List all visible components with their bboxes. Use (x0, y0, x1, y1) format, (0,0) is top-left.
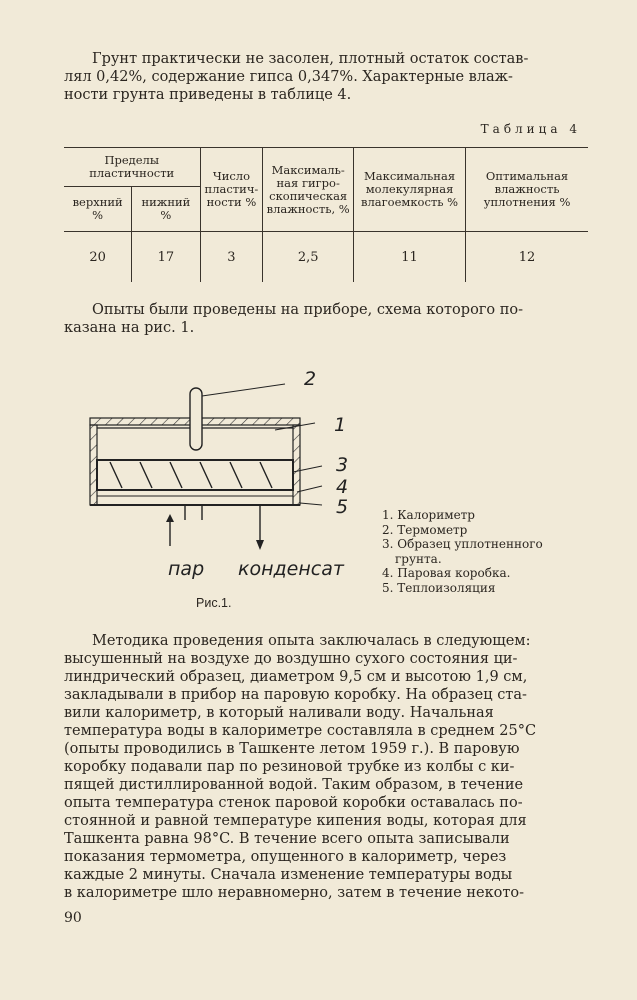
text-line: закладывали в прибор на паровую коробку. На образец ста- (64, 687, 527, 703)
text-line: показания термометра, опущенного в калориметр, через (64, 849, 507, 865)
text-line: опыта температура стенок паровой коробки оставалась по- (64, 795, 523, 811)
intro-paragraph (64, 50, 584, 104)
text-line: в калориметре шло неравномерно, затем в течение некото- (64, 885, 525, 901)
legend-item: 3. Образец уплотненного (382, 537, 543, 551)
table-cell: 3 (200, 232, 263, 283)
legend-item: грунта. (395, 551, 442, 566)
text-line: Ташкента равна 98°C. В течение всего опыта записывали (64, 831, 510, 847)
table-cell: 11 (354, 232, 466, 283)
text-line: Опыты были проведены на приборе, схема которого по- (92, 302, 524, 318)
text-line: линдрический образец, диаметром 9,5 см и высотою 1,9 см, (64, 669, 528, 685)
text-line: вили калориметр, в который наливали воду. Начальная (64, 705, 494, 721)
text-line: казана на рис. 1. (64, 320, 195, 336)
text-line: ности грунта приведены в таблице 4. (64, 87, 352, 103)
legend-item: 2. Термометр (382, 522, 468, 537)
header-upper: верхний % (64, 187, 132, 232)
header-lower: нижний % (132, 187, 200, 232)
header-plasticity-limits: Пределы пластичности (64, 148, 200, 187)
text-line: каждые 2 минуты. Сначала изменение температуры воды (64, 867, 513, 883)
text-line: Методика проведения опыта заключалась в следующем: (92, 633, 531, 649)
table-cell: 2,5 (263, 232, 354, 283)
header-optimal: Оптимальная влажность уплотнения % (466, 148, 588, 232)
label-1: 1 (334, 414, 347, 436)
text-line: стоянной и равной температуре кипения воды, которая для (64, 813, 527, 829)
text-line: лял 0,42%, содержание гипса 0,347%. Характерные влаж- (64, 69, 513, 85)
legend-item: 1. Калориметр (382, 508, 475, 522)
legend-item: 5. Теплоизоляция (382, 580, 496, 595)
condensate-label: конденсат (238, 558, 344, 580)
label-4: 4 (336, 476, 349, 498)
text-line: высушенный на воздухе до воздушно сухого состояния ци- (64, 651, 518, 667)
method-paragraph (64, 632, 584, 902)
apparatus-figure (60, 368, 380, 602)
label-3: 3 (336, 454, 349, 476)
header-max-molecular: Максимальная молекулярная влагоемкость % (354, 148, 466, 232)
label-5: 5 (336, 496, 349, 518)
text-line: коробку подавали пар по резиновой трубке из колбы с ки- (64, 759, 515, 775)
legend-item: 4. Паровая коробка. (382, 566, 511, 580)
figure-caption: Рис.1. (196, 596, 232, 610)
text-line: Грунт практически не засолен, плотный остаток состав- (92, 51, 529, 67)
table-cell: 20 (64, 232, 132, 283)
label-2: 2 (304, 368, 317, 390)
header-max-hygro: Максималь-ная гигро-скопическая влажность, % (263, 148, 354, 232)
header-plasticity-number: Число пластич-ности % (200, 148, 263, 232)
text-line: (опыты проводились в Ташкенте летом 1959 г.). В паровую (64, 741, 520, 757)
figure-legend (382, 508, 543, 595)
page-number: 90 (64, 910, 82, 926)
table-cell: 17 (132, 232, 200, 283)
table-row (64, 232, 588, 283)
paragraph-figure-ref (64, 301, 584, 337)
text-line: пящей дистиллированной водой. Таким образом, в течение (64, 777, 524, 793)
steam-label: пар (168, 558, 205, 580)
moisture-table (64, 147, 588, 282)
table-cell: 12 (466, 232, 588, 283)
table-caption: Таблица 4 (480, 122, 581, 136)
text-line: температура воды в калориметре составляла в среднем 25°C (64, 723, 537, 739)
